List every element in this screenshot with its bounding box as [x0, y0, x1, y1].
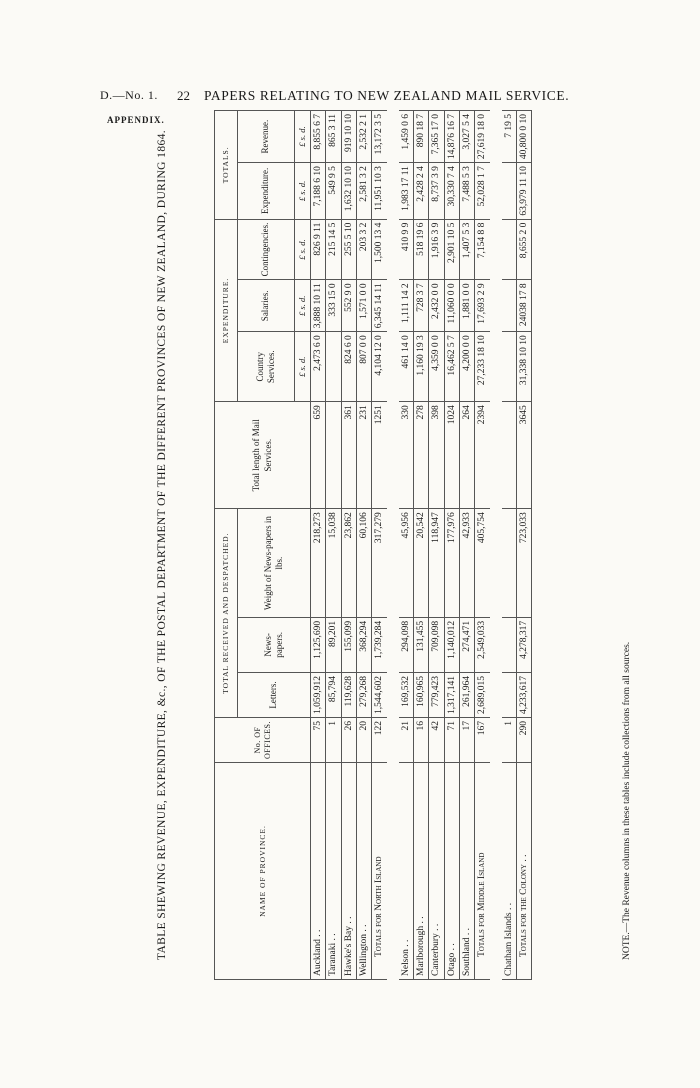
offices-cell: 17	[460, 718, 475, 763]
postal-statistics-table	[214, 110, 532, 980]
contingencies-cell: 410 9 9	[393, 219, 414, 280]
tot-exp-cell: 63,979 11 10	[517, 163, 532, 220]
offices-cell: 122	[372, 718, 393, 763]
salaries-cell: 728 3 7	[414, 280, 429, 332]
newspapers-cell: 2,549,033	[475, 617, 496, 672]
salaries-cell: 1,571 0 0	[357, 280, 372, 332]
offices-cell: 290	[517, 718, 532, 763]
table-row	[311, 111, 326, 980]
unit-salaries: £ s. d.	[295, 280, 311, 332]
letters-cell: 85,794	[326, 673, 341, 718]
revenue-cell: 7 19 5	[496, 111, 517, 163]
tot-exp-cell: 7,188 6 10	[311, 163, 326, 220]
weight-cell: 118,947	[429, 509, 444, 618]
newspapers-cell: 1,125,690	[311, 617, 326, 672]
newspapers-cell: 89,201	[326, 617, 341, 672]
contingencies-cell: 1,916 3 9	[429, 219, 444, 280]
offices-cell: 26	[341, 718, 356, 763]
revenue-cell: 919 10 10	[341, 111, 356, 163]
tot-exp-cell: 8,737 3 9	[429, 163, 444, 220]
revenue-cell: 2,532 2 1	[357, 111, 372, 163]
contingencies-cell: 215 14 5	[326, 219, 341, 280]
table-row	[326, 111, 341, 980]
newspapers-cell: 155,099	[341, 617, 356, 672]
letters-cell: 279,268	[357, 673, 372, 718]
offices-cell: 16	[414, 718, 429, 763]
table-row	[357, 111, 372, 980]
country-cell: 807 0 0	[357, 332, 372, 402]
revenue-cell: 14,876 16 7	[444, 111, 459, 163]
table-row	[460, 111, 475, 980]
table-title: TABLE SHEWING REVENUE, EXPENDITURE, &c., OF THE POSTAL DEPARTMENT OF THE DIFFERENT PROVINCES OF NEW ZEALAND, DURING 1864.	[156, 129, 168, 961]
province-name-cell: Taranaki . .	[326, 763, 341, 980]
country-cell: 1,160 19 3	[414, 332, 429, 402]
country-cell: 2,473 6 0	[311, 332, 326, 402]
country-cell	[496, 332, 517, 402]
salaries-cell	[496, 280, 517, 332]
salaries-cell: 1,111 14 2	[393, 280, 414, 332]
header-group-expenditure: EXPENDITURE.	[215, 219, 238, 402]
tot-exp-cell: 1,983 17 11	[393, 163, 414, 220]
unit-total-expenditure: £ s. d.	[295, 163, 311, 220]
table-row	[414, 111, 429, 980]
letters-cell: 261,964	[460, 673, 475, 718]
letters-cell: 169,532	[393, 673, 414, 718]
contingencies-cell: 7,154 8 8	[475, 219, 496, 280]
weight-cell: 23,862	[341, 509, 356, 618]
newspapers-cell	[496, 617, 517, 672]
table-row	[496, 111, 517, 980]
length-cell: 361	[341, 402, 356, 509]
header-letters: Letters.	[238, 673, 311, 718]
country-cell: 4,359 0 0	[429, 332, 444, 402]
province-name-cell: Otago . .	[444, 763, 459, 980]
header-revenue: Revenue.	[238, 111, 295, 163]
contingencies-cell: 1,407 5 3	[460, 219, 475, 280]
revenue-cell: 3,027 5 4	[460, 111, 475, 163]
header-group-totals: TOTALS.	[215, 111, 238, 220]
weight-cell: 45,956	[393, 509, 414, 618]
newspapers-cell: 368,294	[357, 617, 372, 672]
unit-revenue: £ s. d.	[295, 111, 311, 163]
weight-cell: 60,106	[357, 509, 372, 618]
newspapers-cell: 131,455	[414, 617, 429, 672]
province-name-cell: Totals for North Island	[372, 763, 393, 980]
country-cell: 27,233 18 10	[475, 332, 496, 402]
weight-cell: 405,754	[475, 509, 496, 618]
length-cell: 1024	[444, 402, 459, 509]
salaries-cell: 17,693 2 9	[475, 280, 496, 332]
length-cell	[326, 402, 341, 509]
length-cell: 1251	[372, 402, 393, 509]
tot-exp-cell: 11,951 10 3	[372, 163, 393, 220]
length-cell: 659	[311, 402, 326, 509]
salaries-cell: 3,888 10 11	[311, 280, 326, 332]
newspapers-cell: 294,098	[393, 617, 414, 672]
offices-cell: 167	[475, 718, 496, 763]
contingencies-cell: 8,655 2 0	[517, 219, 532, 280]
length-cell: 330	[393, 402, 414, 509]
header-length: Total length of Mail Services.	[215, 402, 311, 509]
province-name-cell: Hawke's Bay . .	[341, 763, 356, 980]
weight-cell	[496, 509, 517, 618]
salaries-cell: 6,345 14 11	[372, 280, 393, 332]
country-cell: 16,462 5 7	[444, 332, 459, 402]
province-name-cell: Southland . .	[460, 763, 475, 980]
unit-contingencies: £ s. d.	[295, 219, 311, 280]
country-cell	[326, 332, 341, 402]
table-body	[311, 111, 532, 980]
header-total-expenditure: Expenditure.	[238, 163, 295, 220]
offices-cell: 1	[326, 718, 341, 763]
province-name-cell: Totals for Middle Island	[475, 763, 496, 980]
contingencies-cell: 518 19 6	[414, 219, 429, 280]
header-offices: No. OF OFFICES.	[215, 718, 311, 763]
newspapers-cell: 709,098	[429, 617, 444, 672]
length-cell: 278	[414, 402, 429, 509]
province-name-cell: Marlborough . .	[414, 763, 429, 980]
contingencies-cell: 2,901 10 5	[444, 219, 459, 280]
header-group-received: TOTAL RECEIVED AND DESPATCHED.	[215, 509, 238, 718]
salaries-cell: 552 9 0	[341, 280, 356, 332]
contingencies-cell	[496, 219, 517, 280]
revenue-cell: 1,459 0 6	[393, 111, 414, 163]
letters-cell: 1,059,912	[311, 673, 326, 718]
newspapers-cell: 1,739,284	[372, 617, 393, 672]
table-row	[393, 111, 414, 980]
revenue-cell: 27,619 18 0	[475, 111, 496, 163]
salaries-cell: 11,060 0 0	[444, 280, 459, 332]
province-name-cell: Auckland . .	[311, 763, 326, 980]
country-cell: 824 6 0	[341, 332, 356, 402]
header-province-name: NAME OF PROVINCE.	[215, 763, 311, 980]
province-name-cell: Wellington . .	[357, 763, 372, 980]
newspapers-cell: 4,278,317	[517, 617, 532, 672]
salaries-cell: 1,881 0 0	[460, 280, 475, 332]
country-cell: 4,104 12 0	[372, 332, 393, 402]
revenue-cell: 8,855 6 7	[311, 111, 326, 163]
weight-cell: 218,273	[311, 509, 326, 618]
newspapers-cell: 1,140,012	[444, 617, 459, 672]
offices-cell: 75	[311, 718, 326, 763]
contingencies-cell: 826 9 11	[311, 219, 326, 280]
salaries-cell: 333 15 0	[326, 280, 341, 332]
length-cell: 231	[357, 402, 372, 509]
revenue-cell: 865 3 11	[326, 111, 341, 163]
revenue-cell: 40,800 0 10	[517, 111, 532, 163]
weight-cell: 177,976	[444, 509, 459, 618]
revenue-cell: 13,172 3 5	[372, 111, 393, 163]
letters-cell: 4,233,617	[517, 673, 532, 718]
length-cell: 398	[429, 402, 444, 509]
contingencies-cell: 203 3 2	[357, 219, 372, 280]
revenue-cell: 7,365 17 0	[429, 111, 444, 163]
revenue-cell: 890 18 7	[414, 111, 429, 163]
contingencies-cell: 1,500 13 4	[372, 219, 393, 280]
weight-cell: 20,542	[414, 509, 429, 618]
appendix-label: APPENDIX.	[107, 115, 165, 125]
country-cell: 461 14 0	[393, 332, 414, 402]
letters-cell: 119,628	[341, 673, 356, 718]
length-cell: 2394	[475, 402, 496, 509]
offices-cell: 42	[429, 718, 444, 763]
offices-cell: 21	[393, 718, 414, 763]
letters-cell: 2,689,015	[475, 673, 496, 718]
table-row	[429, 111, 444, 980]
rotated-table-area	[150, 90, 650, 1000]
page-number: 22	[177, 88, 190, 103]
totals-row	[372, 111, 393, 980]
weight-cell: 42,933	[460, 509, 475, 618]
salaries-cell: 2,432 0 0	[429, 280, 444, 332]
province-name-cell: Chatham Islands . .	[496, 763, 517, 980]
tot-exp-cell: 30,330 7 4	[444, 163, 459, 220]
tot-exp-cell: 2,581 3 2	[357, 163, 372, 220]
letters-cell	[496, 673, 517, 718]
length-cell: 264	[460, 402, 475, 509]
header-salaries: Salaries.	[238, 280, 295, 332]
tot-exp-cell: 549 9 5	[326, 163, 341, 220]
header-weight: Weight of News-papers in lbs.	[238, 509, 311, 618]
document-id: D.—No. 1.	[100, 88, 158, 102]
table-head	[215, 111, 311, 980]
country-cell: 31,338 10 10	[517, 332, 532, 402]
totals-row	[517, 111, 532, 980]
tot-exp-cell: 7,488 5 3	[460, 163, 475, 220]
table-row	[341, 111, 356, 980]
header-newspapers: News-papers.	[238, 617, 311, 672]
tot-exp-cell: 2,428 2 4	[414, 163, 429, 220]
header-country-services: Country Services.	[238, 332, 295, 402]
province-name-cell: Totals for the Colony . .	[517, 763, 532, 980]
weight-cell: 317,279	[372, 509, 393, 618]
weight-cell: 15,038	[326, 509, 341, 618]
contingencies-cell: 255 5 10	[341, 219, 356, 280]
tot-exp-cell: 52,028 1 7	[475, 163, 496, 220]
tot-exp-cell	[496, 163, 517, 220]
offices-cell: 20	[357, 718, 372, 763]
province-name-cell: Canterbury . .	[429, 763, 444, 980]
country-cell: 4,200 0 0	[460, 332, 475, 402]
letters-cell: 160,965	[414, 673, 429, 718]
tot-exp-cell: 1,632 10 10	[341, 163, 356, 220]
table-note: NOTE.—The Revenue columns in these tables include collections from all sources.	[622, 641, 632, 960]
offices-cell: 1	[496, 718, 517, 763]
offices-cell: 71	[444, 718, 459, 763]
unit-country-services: £ s. d.	[295, 332, 311, 402]
totals-row	[475, 111, 496, 980]
salaries-cell: 24038 17 8	[517, 280, 532, 332]
header-contingencies: Contingencies.	[238, 219, 295, 280]
page-title: PAPERS RELATING TO NEW ZEALAND MAIL SERVICE.	[204, 88, 570, 103]
letters-cell: 1,544,602	[372, 673, 393, 718]
weight-cell: 723,033	[517, 509, 532, 618]
table-row	[444, 111, 459, 980]
newspapers-cell: 274,471	[460, 617, 475, 672]
length-cell	[496, 402, 517, 509]
letters-cell: 779,423	[429, 673, 444, 718]
province-name-cell: Nelson . .	[393, 763, 414, 980]
letters-cell: 1,317,141	[444, 673, 459, 718]
length-cell: 3645	[517, 402, 532, 509]
